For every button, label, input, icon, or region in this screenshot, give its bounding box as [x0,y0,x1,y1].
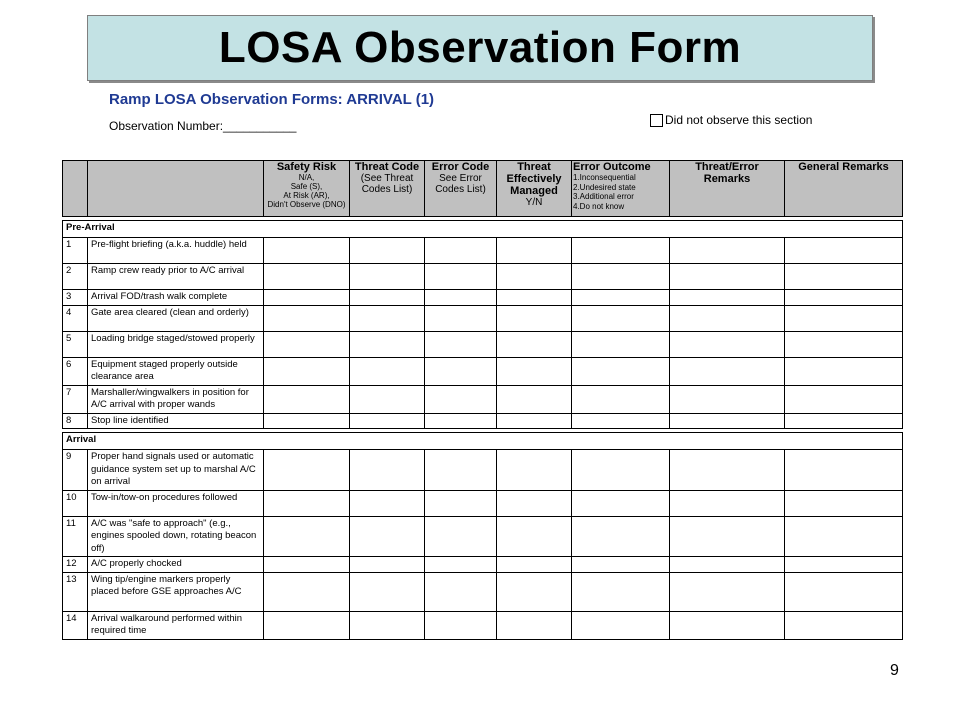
threat-managed-cell[interactable] [497,490,572,516]
threat-code-cell[interactable] [350,516,425,557]
table-row [63,385,903,413]
table-row [63,305,903,331]
error-code-cell[interactable] [425,264,497,290]
item-number: 4 [63,305,88,331]
error-outcome-cell[interactable] [572,385,670,413]
error-outcome-cell[interactable] [572,357,670,385]
item-description: Equipment staged properly outside clearance area [88,357,264,385]
form-title: LOSA Observation Form [218,23,742,72]
threat-managed-cell[interactable] [497,516,572,557]
threat-error-remarks-cell[interactable] [670,238,785,264]
header-blank-num [63,161,88,217]
item-description: Stop line identified [88,413,264,429]
error-outcome-cell[interactable] [572,557,670,573]
error-code-cell[interactable] [425,450,497,491]
threat-error-remarks-cell[interactable] [670,357,785,385]
safety-risk-cell[interactable] [264,238,350,264]
page-number: 9 [890,662,899,679]
table-row [63,238,903,264]
error-outcome-cell[interactable] [572,264,670,290]
threat-error-remarks-cell[interactable] [670,290,785,306]
error-code-cell[interactable] [425,413,497,429]
error-code-cell[interactable] [425,238,497,264]
safety-risk-cell[interactable] [264,331,350,357]
item-number: 10 [63,490,88,516]
section-title: Pre-Arrival [63,221,903,238]
item-number: 9 [63,450,88,491]
error-outcome-cell[interactable] [572,490,670,516]
item-description: Gate area cleared (clean and orderly) [88,305,264,331]
general-remarks-cell[interactable] [785,331,903,357]
threat-code-cell[interactable] [350,290,425,306]
title-banner [87,15,873,81]
error-code-cell[interactable] [425,290,497,306]
safety-risk-cell[interactable] [264,305,350,331]
threat-code-cell[interactable] [350,238,425,264]
safety-risk-cell[interactable] [264,357,350,385]
general-remarks-cell[interactable] [785,264,903,290]
error-code-cell[interactable] [425,331,497,357]
error-outcome-cell[interactable] [572,331,670,357]
threat-error-remarks-cell[interactable] [670,516,785,557]
table-row [63,572,903,611]
item-description: A/C was "safe to approach" (e.g., engines spooled down, rotating beacon off) [88,516,264,557]
header-threat-code: Threat Code (See Threat Codes List) [350,161,425,217]
observation-number-label: Observation Number:___________ [109,119,297,133]
error-outcome-cell[interactable] [572,450,670,491]
item-number: 5 [63,331,88,357]
threat-code-cell[interactable] [350,413,425,429]
error-outcome-cell[interactable] [572,290,670,306]
threat-managed-cell[interactable] [497,331,572,357]
threat-error-remarks-cell[interactable] [670,413,785,429]
table-row [63,611,903,639]
threat-error-remarks-cell[interactable] [670,331,785,357]
threat-managed-cell[interactable] [497,385,572,413]
threat-managed-cell[interactable] [497,305,572,331]
item-number: 2 [63,264,88,290]
threat-error-remarks-cell[interactable] [670,264,785,290]
threat-code-cell[interactable] [350,611,425,639]
threat-error-remarks-cell[interactable] [670,611,785,639]
threat-managed-cell[interactable] [497,611,572,639]
header-threat-managed: Threat Effectively Managed Y/N [497,161,572,217]
item-number: 11 [63,516,88,557]
threat-code-cell[interactable] [350,331,425,357]
item-description: Loading bridge staged/stowed properly [88,331,264,357]
item-number: 7 [63,385,88,413]
threat-code-cell[interactable] [350,357,425,385]
threat-error-remarks-cell[interactable] [670,572,785,611]
table-row [63,450,903,491]
section-header-row [63,433,903,450]
header-safety-risk: Safety Risk N/A, Safe (S), At Risk (AR), Didn't Observe (DNO) [264,161,350,217]
header-row [63,161,903,217]
general-remarks-cell[interactable] [785,305,903,331]
general-remarks-cell[interactable] [785,413,903,429]
form-subtitle: Ramp LOSA Observation Forms: ARRIVAL (1) [109,91,435,108]
safety-risk-cell[interactable] [264,385,350,413]
error-code-cell[interactable] [425,557,497,573]
error-code-cell[interactable] [425,572,497,611]
header-threat-error-remarks: Threat/Error Remarks [670,161,785,217]
threat-managed-cell[interactable] [497,413,572,429]
threat-code-cell[interactable] [350,450,425,491]
error-outcome-cell[interactable] [572,611,670,639]
general-remarks-cell[interactable] [785,572,903,611]
table-row [63,413,903,429]
threat-managed-cell[interactable] [497,290,572,306]
table-row [63,290,903,306]
error-code-cell[interactable] [425,611,497,639]
item-description: A/C properly chocked [88,557,264,573]
safety-risk-cell[interactable] [264,264,350,290]
safety-risk-cell[interactable] [264,572,350,611]
safety-risk-cell[interactable] [264,450,350,491]
error-code-cell[interactable] [425,357,497,385]
safety-risk-cell[interactable] [264,490,350,516]
error-outcome-cell[interactable] [572,305,670,331]
threat-managed-cell[interactable] [497,238,572,264]
item-description: Wing tip/engine markers properly placed before GSE approaches A/C [88,572,264,611]
error-code-cell[interactable] [425,516,497,557]
error-outcome-cell[interactable] [572,413,670,429]
threat-managed-cell[interactable] [497,357,572,385]
safety-risk-cell[interactable] [264,413,350,429]
did-not-observe-label: Did not observe this section [665,113,813,127]
header-error-code: Error Code See Error Codes List) [425,161,497,217]
did-not-observe[interactable] [650,113,812,127]
item-description: Arrival FOD/trash walk complete [88,290,264,306]
general-remarks-cell[interactable] [785,557,903,573]
item-description: Proper hand signals used or automatic guidance system set up to marshal A/C on arrival [88,450,264,491]
threat-code-cell[interactable] [350,490,425,516]
general-remarks-cell[interactable] [785,357,903,385]
table-row [63,331,903,357]
observation-table [62,160,903,640]
error-code-cell[interactable] [425,490,497,516]
safety-risk-cell[interactable] [264,611,350,639]
section-title: Arrival [63,433,903,450]
error-code-cell[interactable] [425,385,497,413]
header-error-outcome: Error Outcome 1.Inconsequential 2.Undesired state 3.Additional error 4.Do not know [572,161,670,217]
threat-managed-cell[interactable] [497,450,572,491]
item-number: 1 [63,238,88,264]
safety-risk-cell[interactable] [264,557,350,573]
threat-code-cell[interactable] [350,557,425,573]
threat-error-remarks-cell[interactable] [670,557,785,573]
error-code-cell[interactable] [425,305,497,331]
error-outcome-cell[interactable] [572,238,670,264]
threat-code-cell[interactable] [350,572,425,611]
item-number: 8 [63,413,88,429]
general-remarks-cell[interactable] [785,490,903,516]
general-remarks-cell[interactable] [785,385,903,413]
item-number: 14 [63,611,88,639]
safety-risk-cell[interactable] [264,516,350,557]
table-row [63,516,903,557]
item-number: 3 [63,290,88,306]
table-row [63,357,903,385]
table-row [63,557,903,573]
item-description: Pre-flight briefing (a.k.a. huddle) held [88,238,264,264]
general-remarks-cell[interactable] [785,611,903,639]
item-number: 13 [63,572,88,611]
threat-error-remarks-cell[interactable] [670,385,785,413]
threat-error-remarks-cell[interactable] [670,490,785,516]
did-not-observe-checkbox[interactable] [650,114,663,127]
item-description: Marshaller/wingwalkers in position for A/C arrival with proper wands [88,385,264,413]
general-remarks-cell[interactable] [785,516,903,557]
error-outcome-cell[interactable] [572,516,670,557]
item-description: Ramp crew ready prior to A/C arrival [88,264,264,290]
item-number: 12 [63,557,88,573]
safety-risk-cell[interactable] [264,290,350,306]
item-number: 6 [63,357,88,385]
threat-managed-cell[interactable] [497,557,572,573]
item-description: Tow-in/tow-on procedures followed [88,490,264,516]
error-outcome-cell[interactable] [572,572,670,611]
threat-code-cell[interactable] [350,385,425,413]
threat-managed-cell[interactable] [497,264,572,290]
threat-error-remarks-cell[interactable] [670,450,785,491]
threat-code-cell[interactable] [350,264,425,290]
table-row [63,490,903,516]
header-general-remarks: General Remarks [785,161,903,217]
section-header-row [63,221,903,238]
general-remarks-cell[interactable] [785,290,903,306]
general-remarks-cell[interactable] [785,238,903,264]
header-blank-item [88,161,264,217]
general-remarks-cell[interactable] [785,450,903,491]
threat-managed-cell[interactable] [497,572,572,611]
threat-code-cell[interactable] [350,305,425,331]
table-row [63,264,903,290]
threat-error-remarks-cell[interactable] [670,305,785,331]
item-description: Arrival walkaround performed within required time [88,611,264,639]
